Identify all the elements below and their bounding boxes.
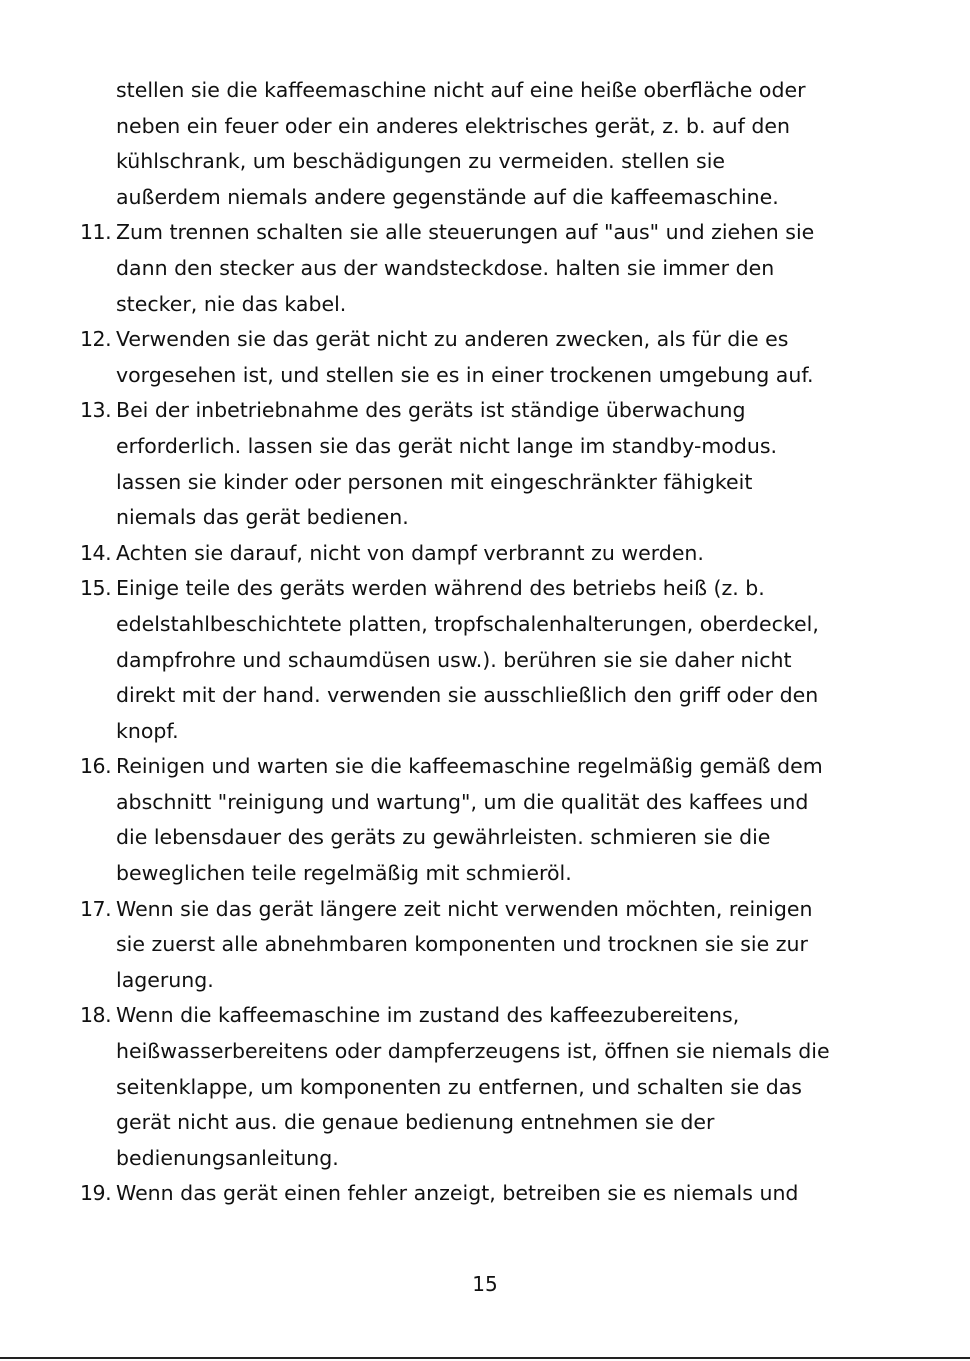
text-line: lassen sie kinder oder personen mit eingeschränkter fähigkeit: [116, 469, 753, 494]
list-item: [80, 749, 895, 891]
text-line: Wenn sie das gerät längere zeit nicht verwenden möchten, reinigen: [116, 896, 813, 921]
text-line: Reinigen und warten sie die kaffeemaschine regelmäßig gemäß dem: [116, 754, 823, 779]
item-number: 19.: [80, 1181, 112, 1206]
bottom-divider: [0, 1357, 970, 1359]
list-item: [80, 536, 895, 572]
item-number: 14.: [80, 540, 112, 565]
list-item: [80, 892, 895, 999]
text-line: Einige teile des geräts werden während des betriebs heiß (z. b.: [116, 576, 765, 601]
list-item: [80, 215, 895, 322]
list-item: [80, 1176, 895, 1212]
text-line: bedienungsanleitung.: [116, 1145, 339, 1170]
item-number: 13.: [80, 398, 112, 423]
item-text: [116, 322, 895, 393]
text-line: lagerung.: [116, 967, 214, 992]
text-line: Wenn das gerät einen fehler anzeigt, betreiben sie es niemals und: [116, 1181, 799, 1206]
text-line: neben ein feuer oder ein anderes elektrisches gerät, z. b. auf den: [116, 113, 790, 138]
text-line: die lebensdauer des geräts zu gewährleisten. schmieren sie die: [116, 825, 771, 850]
text-line: direkt mit der hand. verwenden sie ausschließlich den griff oder den: [116, 683, 819, 708]
item-number: 16.: [80, 754, 112, 779]
text-line: abschnitt "reinigung und wartung", um die qualität des kaffees und: [116, 789, 809, 814]
text-line: dann den stecker aus der wandsteckdose. halten sie immer den: [116, 255, 775, 280]
text-line: stellen sie die kaffeemaschine nicht auf eine heiße oberfläche oder: [116, 78, 806, 102]
safety-instructions-list: [80, 73, 895, 1212]
item-number: 17.: [80, 896, 112, 921]
text-line: niemals das gerät bedienen.: [116, 505, 409, 530]
text-line: vorgesehen ist, und stellen sie es in einer trockenen umgebung auf.: [116, 362, 814, 387]
text-line: seitenklappe, um komponenten zu entfernen, und schalten sie das: [116, 1074, 802, 1099]
text-line: Achten sie darauf, nicht von dampf verbrannt zu werden.: [116, 540, 704, 565]
text-line: Verwenden sie das gerät nicht zu anderen zwecken, als für die es: [116, 327, 789, 352]
item-number: 12.: [80, 327, 112, 352]
item-number: 18.: [80, 1003, 112, 1028]
text-line: Zum trennen schalten sie alle steuerungen auf "aus" und ziehen sie: [116, 220, 815, 245]
item-text: [116, 215, 895, 322]
text-line: knopf.: [116, 718, 179, 743]
item-text: [116, 393, 895, 535]
list-item: [80, 73, 895, 215]
text-line: stecker, nie das kabel.: [116, 291, 347, 316]
text-line: kühlschrank, um beschädigungen zu vermeiden. stellen sie: [116, 149, 726, 174]
text-line: erforderlich. lassen sie das gerät nicht lange im standby-modus.: [116, 433, 778, 458]
text-line: Wenn die kaffeemaschine im zustand des kaffeezubereitens,: [116, 1003, 740, 1028]
list-item: [80, 571, 895, 749]
item-text: [116, 1176, 895, 1212]
page-number: 15: [472, 1272, 498, 1296]
list-item: [80, 393, 895, 535]
text-line: außerdem niemals andere gegenstände auf die kaffeemaschine.: [116, 184, 779, 209]
list-item: [80, 998, 895, 1176]
item-text: [116, 571, 895, 749]
text-line: sie zuerst alle abnehmbaren komponenten und trocknen sie sie zur: [116, 932, 808, 957]
item-text: [116, 73, 895, 215]
item-text: [116, 998, 895, 1176]
item-number: 11.: [80, 220, 112, 245]
text-line: gerät nicht aus. die genaue bedienung entnehmen sie der: [116, 1110, 715, 1135]
text-line: beweglichen teile regelmäßig mit schmieröl.: [116, 861, 572, 886]
text-line: dampfrohre und schaumdüsen usw.). berühren sie sie daher nicht: [116, 647, 792, 672]
item-text: [116, 749, 895, 891]
item-number: 15.: [80, 576, 112, 601]
text-line: Bei der inbetriebnahme des geräts ist ständige überwachung: [116, 398, 746, 423]
item-text: [116, 892, 895, 999]
text-line: heißwasserbereitens oder dampferzeugens ist, öffnen sie niemals die: [116, 1039, 830, 1064]
item-text: [116, 536, 895, 572]
text-line: edelstahlbeschichtete platten, tropfschalenhalterungen, oberdeckel,: [116, 611, 819, 636]
list-item: [80, 322, 895, 393]
